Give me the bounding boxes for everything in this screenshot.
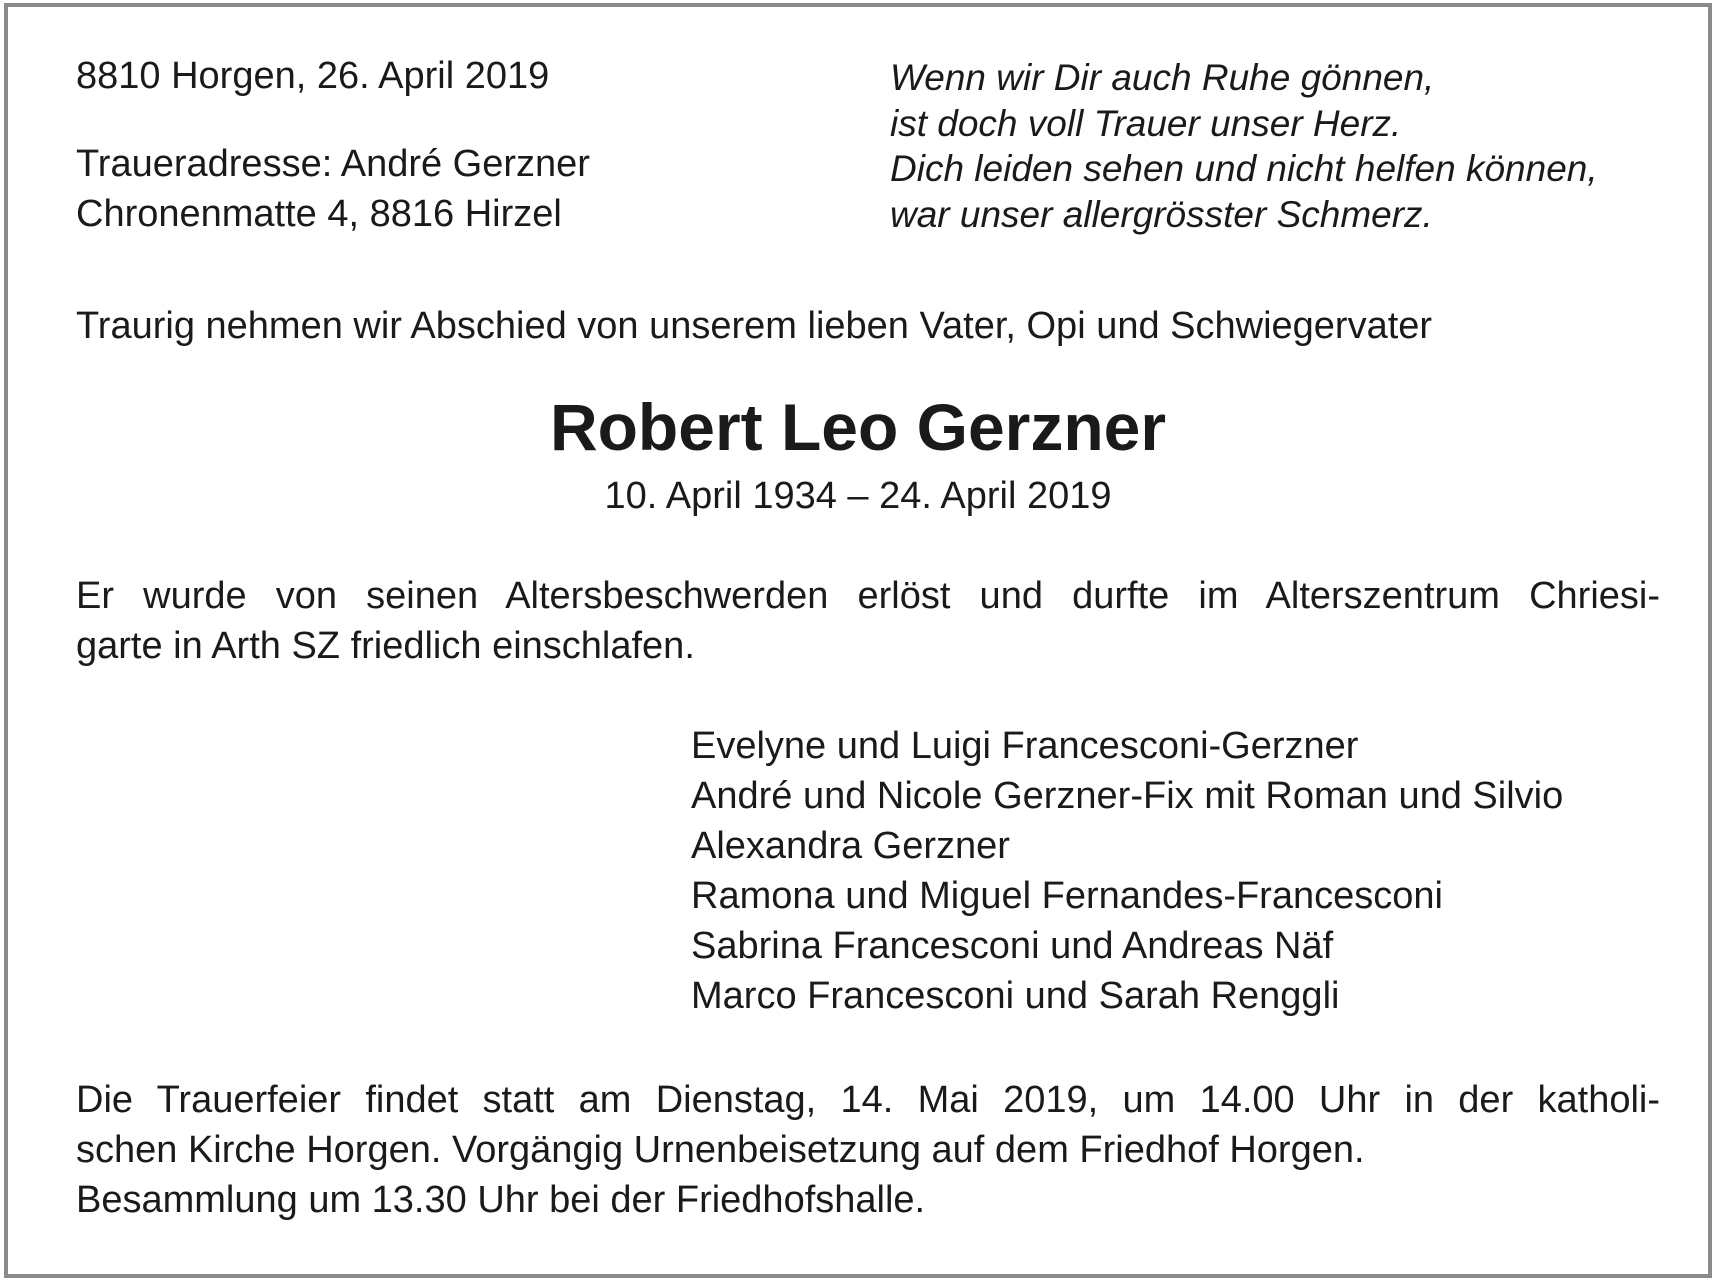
mourner-entry: Alexandra Gerzner	[691, 825, 1010, 867]
poem-line: Wenn wir Dir auch Ruhe gönnen,	[890, 57, 1435, 98]
poem-line: ist doch voll Trauer unser Herz.	[890, 102, 1402, 144]
address-line-1: Traueradresse: André Gerzner	[76, 143, 590, 185]
service-line-3: Besammlung um 13.30 Uhr bei der Friedhofshalle.	[76, 1179, 926, 1221]
mourning-address	[76, 139, 590, 239]
paragraph-line-1: Er wurde von seinen Altersbeschwerden erlöst und durfte im Alterszentrum Chriesi-	[76, 575, 1660, 617]
mourner-entry: Sabrina Francesconi und Andreas Näf	[691, 925, 1334, 967]
deceased-name: Robert Leo Gerzner	[549, 390, 1167, 464]
poem	[890, 55, 1598, 237]
place-date: 8810 Horgen, 26. April 2019	[76, 55, 550, 97]
mourners-list	[691, 721, 1563, 1021]
mourner-entry: André und Nicole Gerzner-Fix mit Roman und Silvio	[691, 775, 1564, 817]
service-line-2: schen Kirche Horgen. Vorgängig Urnenbeisetzung auf dem Friedhof Horgen.	[76, 1129, 1365, 1171]
life-dates: 10. April 1934 – 24. April 2019	[604, 475, 1112, 517]
poem-line: war unser allergrösster Schmerz.	[890, 193, 1433, 235]
intro-text: Traurig nehmen wir Abschied von unserem lieben Vater, Opi und Schwiegervater	[76, 305, 1433, 347]
address-line-2: Chronenmatte 4, 8816 Hirzel	[76, 193, 562, 235]
mourner-entry: Ramona und Miguel Fernandes-Francesconi	[691, 875, 1443, 917]
service-information	[76, 1075, 1660, 1225]
death-paragraph	[76, 571, 1660, 671]
poem-line: Dich leiden sehen und nicht helfen können,	[890, 148, 1598, 189]
mourner-entry: Marco Francesconi und Sarah Renggli	[691, 975, 1340, 1017]
mourner-entry: Evelyne und Luigi Francesconi-Gerzner	[691, 725, 1359, 767]
service-line-1: Die Trauerfeier findet statt am Dienstag, 14. Mai 2019, um 14.00 Uhr in der katholi-	[76, 1079, 1660, 1121]
obituary-notice	[4, 3, 1712, 1278]
paragraph-line-2: garte in Arth SZ friedlich einschlafen.	[76, 625, 695, 667]
